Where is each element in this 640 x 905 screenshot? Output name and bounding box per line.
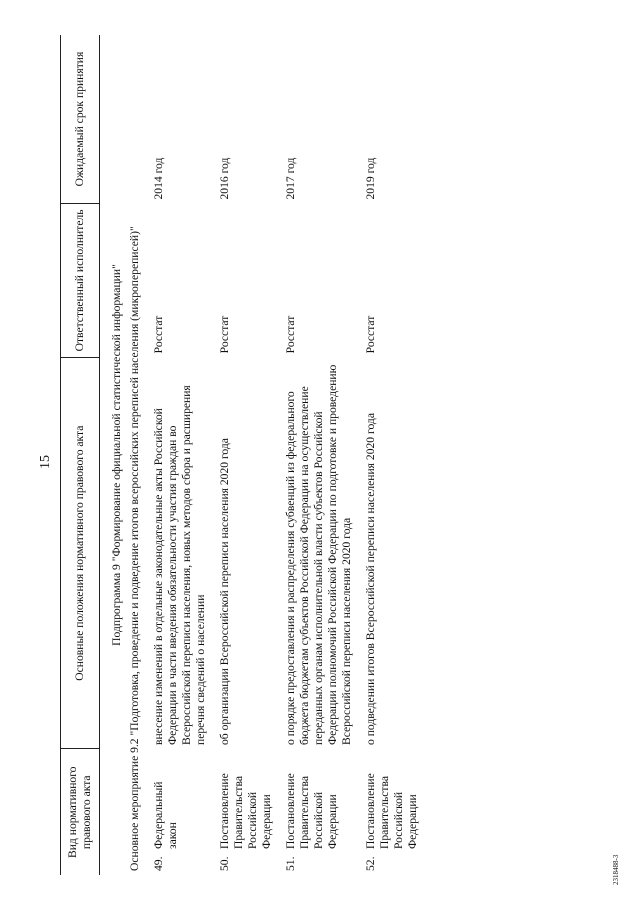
header-provisions: Основные положения нормативного правового акта bbox=[61, 357, 100, 749]
table-row bbox=[280, 35, 360, 875]
document-id: 2318488-3 bbox=[612, 854, 620, 885]
subprogram-row bbox=[100, 35, 127, 875]
page-number: 15 bbox=[38, 455, 53, 469]
provisions-cell: о подведении итогов Всероссийской переписи населения 2020 года bbox=[364, 413, 377, 745]
header-kind: Вид нормативного правового акта bbox=[61, 749, 100, 875]
row-number: 51. bbox=[284, 856, 297, 871]
term-cell: 2016 год bbox=[218, 157, 231, 200]
header-term: Ожидаемый срок принятия bbox=[61, 35, 100, 204]
table-row bbox=[214, 35, 280, 875]
measure-title: Основное мероприятие 9.2 "Подготовка, проведение и подведение итогов всероссийских переписей населения (микропереписей)" bbox=[128, 226, 141, 871]
kind-cell bbox=[214, 749, 280, 875]
term-cell: 2019 год bbox=[364, 157, 377, 200]
act-kind: Постановление Правительства Российской Федерации bbox=[284, 773, 339, 849]
act-kind: Федеральный закон bbox=[152, 781, 179, 849]
provisions-cell: об организации Всероссийской переписи населения 2020 года bbox=[218, 438, 231, 745]
kind-cell bbox=[148, 749, 214, 875]
executor-cell: Росстат bbox=[218, 315, 231, 354]
executor-cell: Росстат bbox=[364, 315, 377, 354]
executor-cell: Росстат bbox=[284, 315, 297, 354]
act-kind: Постановление Правительства Российской Федерации bbox=[364, 773, 419, 849]
acts-table bbox=[60, 35, 426, 875]
term-cell: 2014 год bbox=[152, 157, 165, 200]
act-kind: Постановление Правительства Российской Федерации bbox=[218, 773, 273, 849]
row-number: 50. bbox=[218, 856, 231, 871]
provisions-cell: внесение изменений в отдельные законодательные акты Российской Федерации в части введения обязательности участия граждан во Всероссийской переписи населения, новых методов сбора и расширения перечня сведений о населении bbox=[152, 385, 207, 745]
term-cell: 2017 год bbox=[284, 157, 297, 200]
provisions-cell: о порядке предоставления и распределения субвенций из федерального бюджета бюджетам субъектов Российской Федерации на осуществление переданных органам исполнительной власти субъектов Российской Федерации полномочий Российской Федерации по подготовке и проведению Всероссийской переписи населения 2020 года bbox=[284, 364, 353, 745]
kind-cell bbox=[360, 749, 426, 875]
executor-cell: Росстат bbox=[152, 315, 165, 354]
header-executor: Ответственный исполнитель bbox=[61, 204, 100, 358]
subprogram-title: Подпрограмма 9 "Формирование официальной статистической информации" bbox=[110, 264, 123, 646]
measure-row bbox=[126, 35, 148, 875]
row-number: 49. bbox=[152, 856, 165, 871]
row-number: 52. bbox=[364, 856, 377, 871]
kind-cell bbox=[280, 749, 360, 875]
table-row bbox=[360, 35, 426, 875]
table-header-row bbox=[61, 35, 100, 875]
table-row bbox=[148, 35, 214, 875]
